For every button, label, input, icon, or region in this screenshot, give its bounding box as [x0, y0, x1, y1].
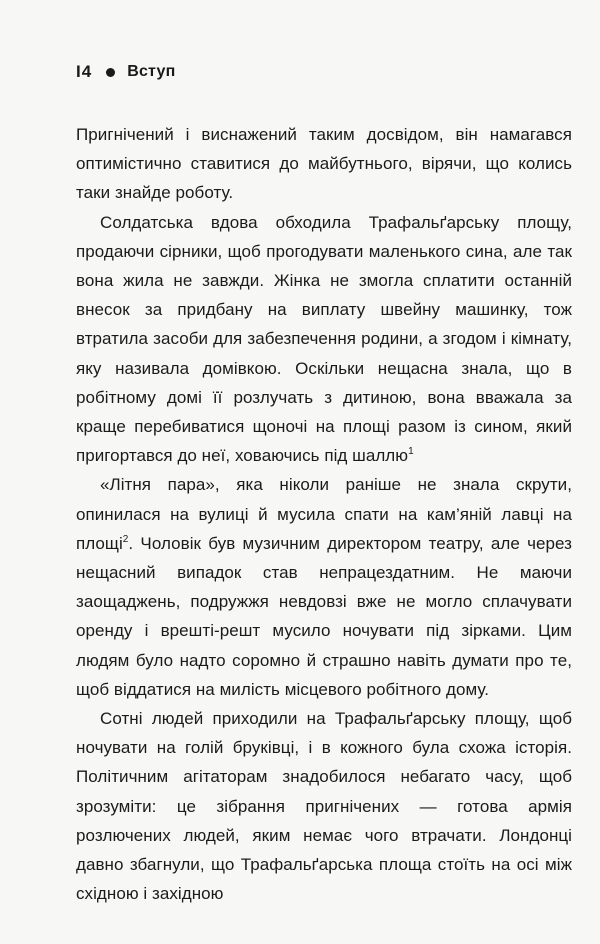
body-text: [76, 120, 572, 908]
paragraph-4-text: Сотні людей приходили на Трафальґарську площу, щоб ночувати на голій бруківці, і в кожного була схожа історія. Політичним агітаторам знадобилося небагато часу, щоб зрозуміти: це зібрання пригнічених — готова армія розлючених людей, яким немає чого втрачати. Лондонці давно збагнули, що Трафальґарська площа стоїть на осі між східною і західною: [76, 709, 572, 904]
footnote-marker[interactable]: 1: [408, 446, 414, 458]
paragraph-1: [76, 120, 572, 208]
paragraph-4: [76, 704, 572, 908]
running-head: [76, 60, 175, 84]
page-number: I4: [76, 62, 93, 81]
footnote-marker[interactable]: 2: [122, 533, 129, 545]
paragraph-3: [76, 470, 572, 704]
paragraph-3-text: «Літня пара», яка ніколи раніше не знала скрути, опинилася на вулиці й мусила спати на кам’яній лавці на площі: [76, 475, 572, 553]
bullet-separator-icon: [106, 68, 115, 77]
paragraph-2-text: Солдатська вдова обходила Трафальґарську площу, продаючи сірники, щоб прогодувати маленького сина, але так вона жила не завжди. Жінка не змогла сплатити останній внесок за придбану на виплату швейну машинку, тож втратила засоби для забезпечення родини, а згодом і кімнату, яку називала домівкою. Оскільки нещасна знала, що в робітному домі її розлучать з дитиною, вона вважала за краще перебиватися щоночі на площі разом із сином, який пригортався до неї, ховаючись під шаллю: [76, 212, 572, 466]
section-title: Вступ: [127, 63, 176, 80]
paragraph-1-text: Пригнічений і виснажений таким досвідом, він намагався оптимістично ставитися до майбутнього, вірячи, що колись таки знайде роботу.: [76, 125, 572, 203]
paragraph-2: [76, 208, 572, 471]
paragraph-3-text-continued: . Чоловік був музичним директором театру, але через нещасний випадок став непрацездатним. Не маючи заощаджень, подружжя невдовзі вже не могло сплачувати оренду і врешті-решт мусило ночувати під зірками. Цим людям було надто соромно й страшно навіть думати про те, щоб віддатися на милість місцевого робітного дому.: [76, 533, 572, 699]
